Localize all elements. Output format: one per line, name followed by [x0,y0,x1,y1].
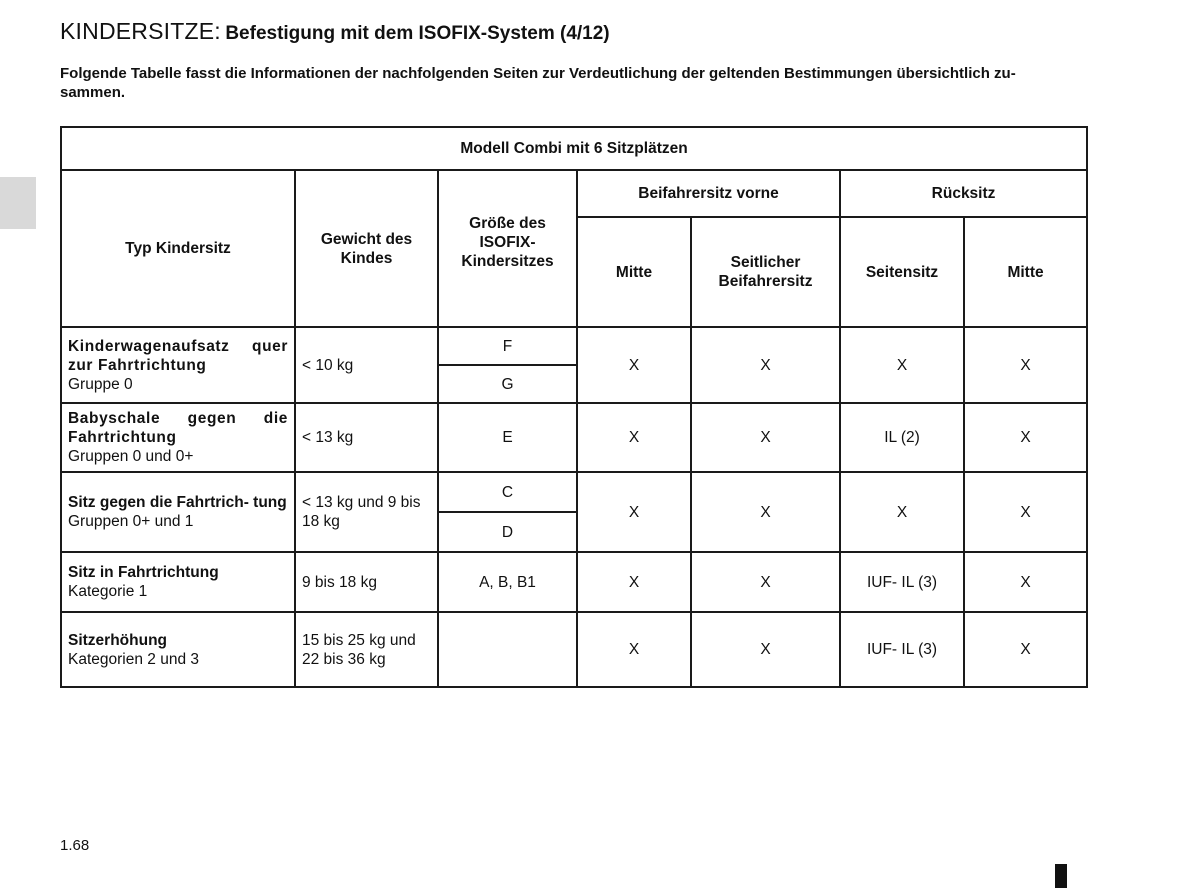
row-value-front-seitlich: X [691,552,840,612]
row-size: D [438,512,577,552]
header-beifahrersitz-vorne: Beifahrersitz vorne [577,170,840,217]
row-value-front-mitte: X [577,403,691,472]
table-row [61,403,1087,472]
header-seitensitz: Seitensitz [840,217,964,327]
header-rear-mitte: Mitte [964,217,1087,327]
row-value-front-seitlich: X [691,327,840,403]
table-row [61,552,1087,612]
row-value-front-mitte: X [577,327,691,403]
row-type-sub: Kategorie 1 [68,583,148,600]
row-value-rear-seiten: IUF- IL (3) [840,552,964,612]
row-value-rear-seiten: IL (2) [840,403,964,472]
row-type-sub: Kategorien 2 und 3 [68,650,199,668]
header-groesse [438,170,577,327]
header-seitlicher-line: Seitlicher [730,254,801,271]
table-row [61,612,1087,687]
row-type-bold: Sitz in Fahrtrichtung [68,564,219,581]
row-value-front-seitlich: X [691,612,840,687]
row-size [438,612,577,687]
row-value-front-seitlich: X [691,472,840,552]
page-number: 1.68 [60,837,90,854]
header-gewicht-line: Gewicht des [320,230,413,248]
header-groesse-line: ISOFIX- [479,234,536,251]
row-type-sub: Gruppen 0 und 0+ [68,448,194,465]
row-type-cell [61,612,295,687]
row-value-rear-mitte: X [964,403,1087,472]
header-typ-kindersitz: Typ Kindersitz [61,170,295,327]
row-size: G [438,365,577,403]
row-type-bold: Sitzerhöhung [68,631,168,649]
header-ruecksitz: Rücksitz [840,170,1087,217]
row-type-sub: Gruppen 0+ und 1 [68,513,194,530]
row-type-bold: Sitz gegen die Fahrtrich- tung [68,494,287,511]
row-value-front-mitte: X [577,472,691,552]
row-value-front-mitte: X [577,552,691,612]
row-size: C [438,472,577,512]
row-weight: < 13 kg und 9 bis 18 kg [295,472,438,552]
row-type-cell [61,552,295,612]
header-front-mitte: Mitte [577,217,691,327]
page-title-sub: Befestigung mit dem ISOFIX-System (4/12) [225,23,610,44]
row-type-cell [61,327,295,403]
row-value-rear-seiten: IUF- IL (3) [840,612,964,687]
row-type-bold: Kinderwagenaufsatz quer zur Fahrtrichtung [68,337,288,374]
row-type-bold: Babyschale gegen die Fahrtrichtung [68,410,288,446]
row-value-rear-seiten: X [840,327,964,403]
row-value-rear-mitte: X [964,552,1087,612]
header-gewicht-line: Kindes [340,249,393,267]
row-weight: 9 bis 18 kg [295,552,438,612]
row-type-cell [61,472,295,552]
intro-line-2: sammen. [60,84,126,101]
row-weight: < 10 kg [295,327,438,403]
table-caption: Modell Combi mit 6 Sitzplätzen [61,127,1087,170]
intro-line-1: Folgende Tabelle fasst die Informationen der nachfolgenden Seiten zur Verdeutlichung der geltenden Bestimmungen übersichtlich zu- [60,65,1016,82]
isofix-table [60,126,1088,688]
row-size: F [438,327,577,365]
row-type-sub: Gruppe 0 [68,375,133,393]
row-weight: 15 bis 25 kg und 22 bis 36 kg [295,612,438,687]
header-gewicht [295,170,438,327]
page-title [60,18,610,45]
page-title-main: KINDERSITZE: [60,18,221,44]
row-value-rear-mitte: X [964,327,1087,403]
row-value-rear-seiten: X [840,472,964,552]
header-groesse-line: Größe des [469,215,546,232]
header-groesse-line: Kindersitzes [461,253,554,270]
header-seitlicher-line: Beifahrersitz [718,273,813,290]
table-row [61,327,1087,365]
header-seitlicher-beifahrersitz [691,217,840,327]
row-size: A, B, B1 [438,552,577,612]
page-edge-marker [1055,864,1067,888]
row-value-rear-mitte: X [964,472,1087,552]
intro-paragraph [60,64,1142,102]
row-type-cell [61,403,295,472]
chapter-tab-marker [0,177,36,229]
row-value-front-seitlich: X [691,403,840,472]
row-value-front-mitte: X [577,612,691,687]
row-weight: < 13 kg [295,403,438,472]
row-size: E [438,403,577,472]
row-value-rear-mitte: X [964,612,1087,687]
table-row [61,472,1087,512]
